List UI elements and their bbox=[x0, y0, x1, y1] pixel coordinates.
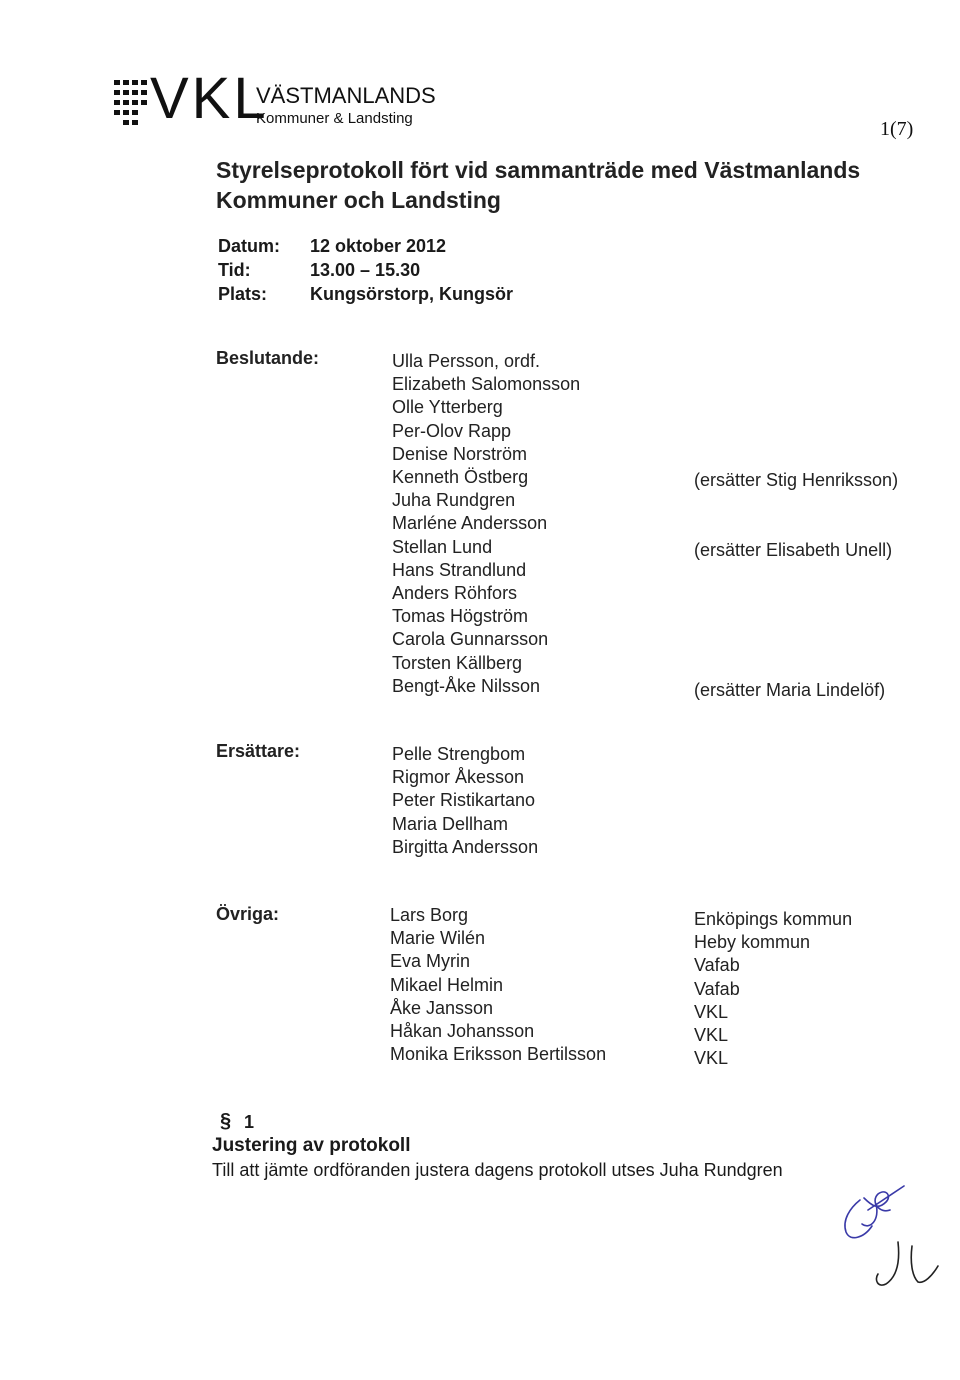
list-item: Vafab bbox=[694, 978, 740, 999]
list-item: Peter Ristikartano bbox=[392, 790, 536, 811]
list-item: Torsten Källberg bbox=[392, 652, 523, 673]
list-item: Eva Myrin bbox=[390, 951, 471, 972]
list-item: Elizabeth Salomonsson bbox=[392, 374, 581, 395]
place-value: Kungsörstorp, Kungsör bbox=[310, 284, 513, 304]
date-label: Datum: bbox=[218, 236, 280, 256]
list-item: Pelle Strengbom bbox=[392, 744, 526, 764]
list-item: Denise Norström bbox=[392, 443, 528, 464]
time-value: 13.00 – 15.30 bbox=[310, 260, 421, 280]
list-item: VKL bbox=[694, 1025, 729, 1046]
date-value: 12 oktober 2012 bbox=[310, 236, 447, 256]
list-item: VKL bbox=[694, 1001, 729, 1022]
beslutande-list bbox=[392, 350, 580, 698]
list-item: Hans Strandlund bbox=[392, 559, 527, 580]
substitute-note: (ersätter Elisabeth Unell) bbox=[694, 540, 893, 560]
page-number: 1(7) bbox=[880, 118, 914, 140]
list-item: Per-Olov Rapp bbox=[392, 420, 512, 441]
paragraph-text: Till att jämte ordföranden justera dagens protokoll utses Juha Rundgren bbox=[212, 1160, 783, 1180]
list-item: Håkan Johansson bbox=[390, 1021, 535, 1042]
ersattare-label: Ersättare: bbox=[216, 741, 301, 761]
paragraph-heading: Justering av protokoll bbox=[212, 1135, 411, 1156]
list-item: Marie Wilén bbox=[390, 928, 486, 949]
list-item: Carola Gunnarsson bbox=[392, 629, 549, 650]
list-item: Monika Eriksson Bertilsson bbox=[390, 1044, 607, 1065]
list-item: Ulla Persson, ordf. bbox=[392, 351, 541, 371]
paragraph-number: 1 bbox=[244, 1112, 255, 1132]
list-item: Heby kommun bbox=[694, 932, 811, 953]
beslutande-label: Beslutande: bbox=[216, 348, 320, 368]
org-subname: Kommuner & Landsting bbox=[256, 110, 413, 127]
list-item: Juha Rundgren bbox=[392, 490, 516, 511]
substitute-note: (ersätter Maria Lindelöf) bbox=[694, 680, 886, 700]
signature-initials-icon bbox=[820, 1180, 950, 1310]
list-item: Kenneth Östberg bbox=[392, 467, 529, 488]
list-item: Enköpings kommun bbox=[694, 909, 853, 929]
list-item: VKL bbox=[694, 1048, 729, 1069]
ovriga-label: Övriga: bbox=[216, 904, 280, 924]
list-item: Åke Jansson bbox=[390, 997, 494, 1018]
list-item: Birgitta Andersson bbox=[392, 836, 539, 857]
logo-dots-icon bbox=[112, 78, 152, 126]
ovriga-list bbox=[390, 904, 606, 1066]
logo-text: VKL bbox=[150, 66, 269, 131]
list-item: Stellan Lund bbox=[392, 536, 493, 557]
list-item: Vafab bbox=[694, 955, 740, 976]
ersattare-list bbox=[392, 743, 538, 859]
paragraph-symbol: § bbox=[220, 1110, 232, 1132]
time-label: Tid: bbox=[218, 260, 251, 280]
list-item: Bengt-Åke Nilsson bbox=[392, 675, 541, 696]
list-item: Anders Röhfors bbox=[392, 583, 518, 604]
place-label: Plats: bbox=[218, 284, 268, 304]
list-item: Lars Borg bbox=[390, 905, 469, 925]
list-item: Marléne Andersson bbox=[392, 513, 548, 534]
list-item: Mikael Helmin bbox=[390, 974, 504, 995]
substitute-note: (ersätter Stig Henriksson) bbox=[694, 470, 899, 490]
list-item: Rigmor Åkesson bbox=[392, 767, 525, 788]
list-item: Olle Ytterberg bbox=[392, 397, 503, 418]
list-item: Maria Dellham bbox=[392, 813, 509, 834]
org-name: VÄSTMANLANDS bbox=[256, 83, 436, 108]
list-item: Tomas Högström bbox=[392, 606, 529, 627]
ovriga-orgs bbox=[694, 908, 852, 1070]
document-title: Styrelseprotokoll fört vid sammanträde med Västmanlands Kommuner och Landsting bbox=[216, 157, 861, 213]
